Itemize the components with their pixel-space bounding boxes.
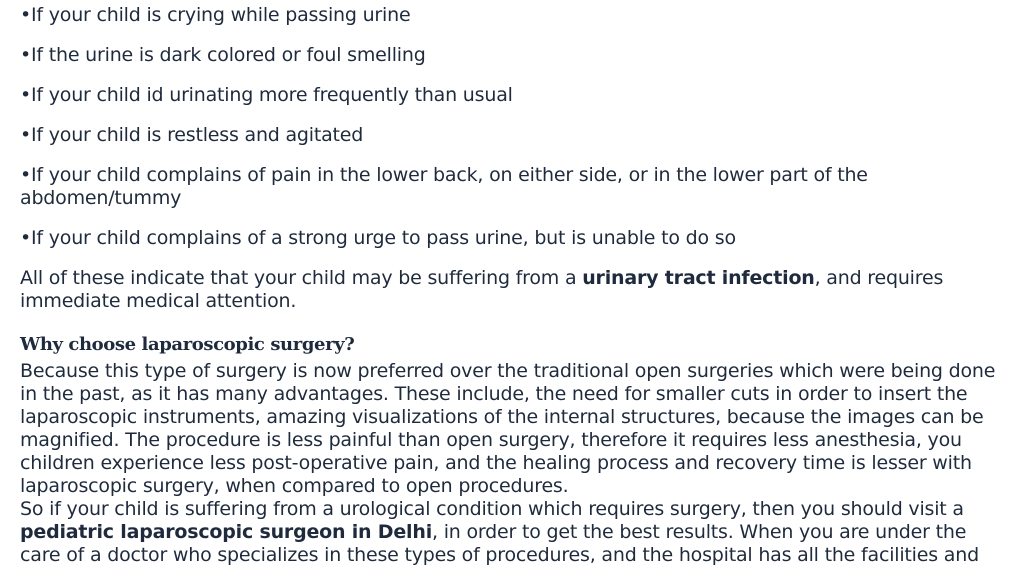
symptom-bullet-2: •If the urine is dark colored or foul smelling bbox=[20, 44, 426, 66]
symptom-bullet-5: •If your child complains of pain in the lower back, on either side, or in the lower part of the abdomen/tummy bbox=[20, 164, 868, 209]
summary-paragraph bbox=[20, 267, 1010, 313]
recommendation-text-start: So if your child is suffering from a urological condition which requires surgery, then you should visit a bbox=[20, 498, 964, 520]
recommendation-paragraph bbox=[20, 498, 1010, 567]
symptom-bullet-3: •If your child id urinating more frequently than usual bbox=[20, 84, 513, 106]
symptom-bullet-1: •If your child is crying while passing urine bbox=[20, 4, 411, 26]
summary-text-start: All of these indicate that your child may be suffering from a bbox=[20, 267, 583, 289]
symptom-bullet-6: •If your child complains of a strong urge to pass urine, but is unable to do so bbox=[20, 227, 736, 249]
document-page bbox=[20, 0, 1010, 567]
symptom-bullet-4: •If your child is restless and agitated bbox=[20, 124, 364, 146]
recommendation-text-end: , in order to get the best results. When you are under the care of a doctor who specializes in these types of procedures, and the hospital has all the facilities and bbox=[20, 521, 979, 566]
advantages-paragraph: Because this type of surgery is now preferred over the traditional open surgeries which were being done in the past, as it has many advantages. These include, the need for smaller cuts in order to insert the laparoscopic instruments, amazing visualizations of the internal structures, because the images can be magnified. The procedure is less painful than open surgery, therefore it requires less anesthesia, you children experience less post-operative pain, and the healing process and recovery time is lesser with laparoscopic surgery, when compared to open procedures. bbox=[20, 360, 996, 497]
section-heading: Why choose laparoscopic surgery? bbox=[20, 334, 355, 355]
summary-bold-term: urinary tract infection bbox=[582, 267, 815, 289]
summary-text-end: , and requires immediate medical attention. bbox=[20, 267, 944, 312]
recommendation-bold-term: pediatric laparoscopic surgeon in Delhi bbox=[20, 521, 433, 543]
